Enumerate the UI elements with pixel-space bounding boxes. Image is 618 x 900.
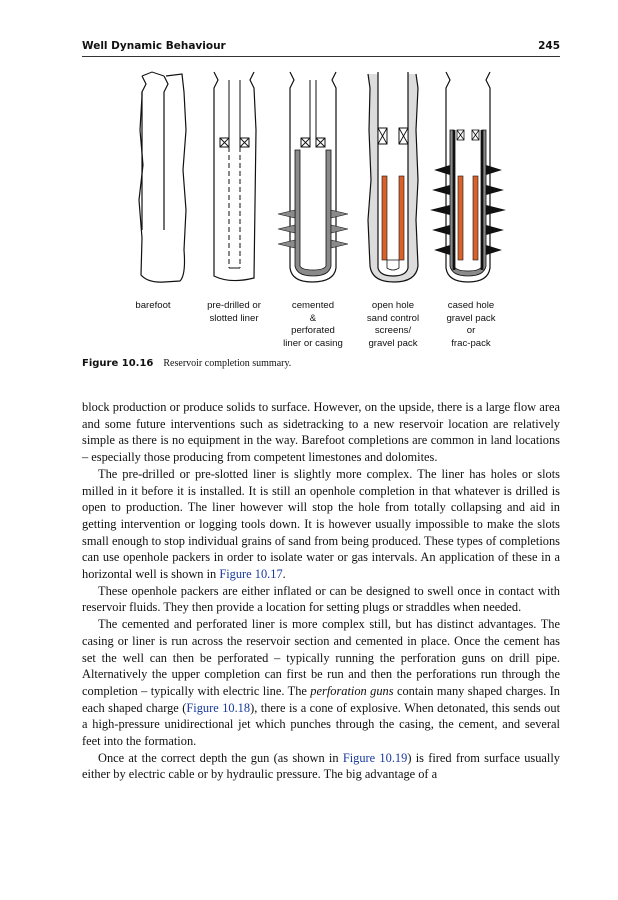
- label-barefoot: barefoot: [135, 300, 171, 311]
- perforation-tunnels: [278, 210, 348, 248]
- barefoot-well: [139, 72, 186, 282]
- paragraph-4: The cemented and perforated liner is more complex still, but has distinct advantages. The casing or liner is run across the reservoir section and cemented in place. Once the cement has set the well can then be perforated – typically running the perforation guns on drill pipe. Alternatively the upper completion can first be run and then the perforations run through the completion – typically with electric line. The perforation guns contain many shaped charges. In each shaped charge (Figure 10.18), there is a cone of explosive. When detonated, this sends out a high-pressure unidirectional jet which punches through the casing, the cement, and several feet into the formation.: [82, 617, 561, 749]
- screen-right: [399, 176, 404, 260]
- paragraph-1: block production or produce solids to surface. However, on the upside, there is a large flow area and some future interventions such as sidetracking to a new reservoir location are relatively simple as there is no equipment in the way. Barefoot completions are common in land locations – especially those producing from competent limestones and dolomites.: [82, 400, 560, 465]
- running-head: [82, 40, 560, 52]
- openhole-gravel-pack-well: [368, 72, 418, 282]
- caption-label: Figure 10.16: [82, 358, 154, 369]
- figure-ref-10-17[interactable]: Figure 10.17: [219, 567, 283, 582]
- frac-wings: [430, 165, 506, 255]
- caption-text: Reservoir completion summary.: [163, 358, 292, 369]
- label-cemented-perforated: cemented & perforated liner or casing: [283, 300, 343, 349]
- page-number: 245: [538, 40, 560, 52]
- figure-ref-10-19[interactable]: Figure 10.19: [342, 750, 408, 765]
- figure-caption: [82, 358, 560, 369]
- label-cased-hole-gravel-pack: cased hole gravel pack or frac-pack: [446, 300, 496, 349]
- cased-hole-frac-pack-well: [430, 72, 506, 282]
- paragraph-2: The pre-drilled or pre-slotted liner is slightly more complex. The liner has holes or slots milled in it before it is installed. It is still an openhole completion in that whatever is drilled is open to production. The liner however will stop the hole from totally collapsing and aid in getting intervention or logging tools down. It is however usually impossible to make the slots small enough to stop individual grains of sand from being produced. These types of completions can use openhole packers in order to isolate water or gas intervals. An application of these in a horizontal well is shown in Figure 10.17.: [82, 466, 560, 582]
- header-rule: [82, 56, 560, 57]
- screen-left: [382, 176, 387, 260]
- completion-figure: [82, 70, 560, 350]
- label-openhole-gravel-pack: open hole sand control screens/ gravel pack: [366, 300, 420, 349]
- completion-diagram: [82, 70, 560, 300]
- body-text: [82, 399, 560, 783]
- slotted-liner-well: [214, 72, 256, 281]
- running-title: Well Dynamic Behaviour: [82, 40, 226, 52]
- cemented-perforated-well: [278, 72, 348, 282]
- emphasis-perforation-guns: perforation guns: [310, 683, 394, 698]
- paragraph-5: Once at the correct depth the gun (as shown in Figure 10.19) is fired from surface usually either by electric cable or by hydraulic pressure. The big advantage of a: [82, 750, 560, 782]
- figure-ref-10-18[interactable]: Figure 10.18: [186, 700, 251, 715]
- label-slotted-liner: pre-drilled or slotted liner: [207, 300, 261, 324]
- paragraph-3: These openhole packers are either inflated or can be designed to swell once in contact with reservoir fluids. They then provide a location for setting plugs or straddles when needed.: [82, 583, 560, 615]
